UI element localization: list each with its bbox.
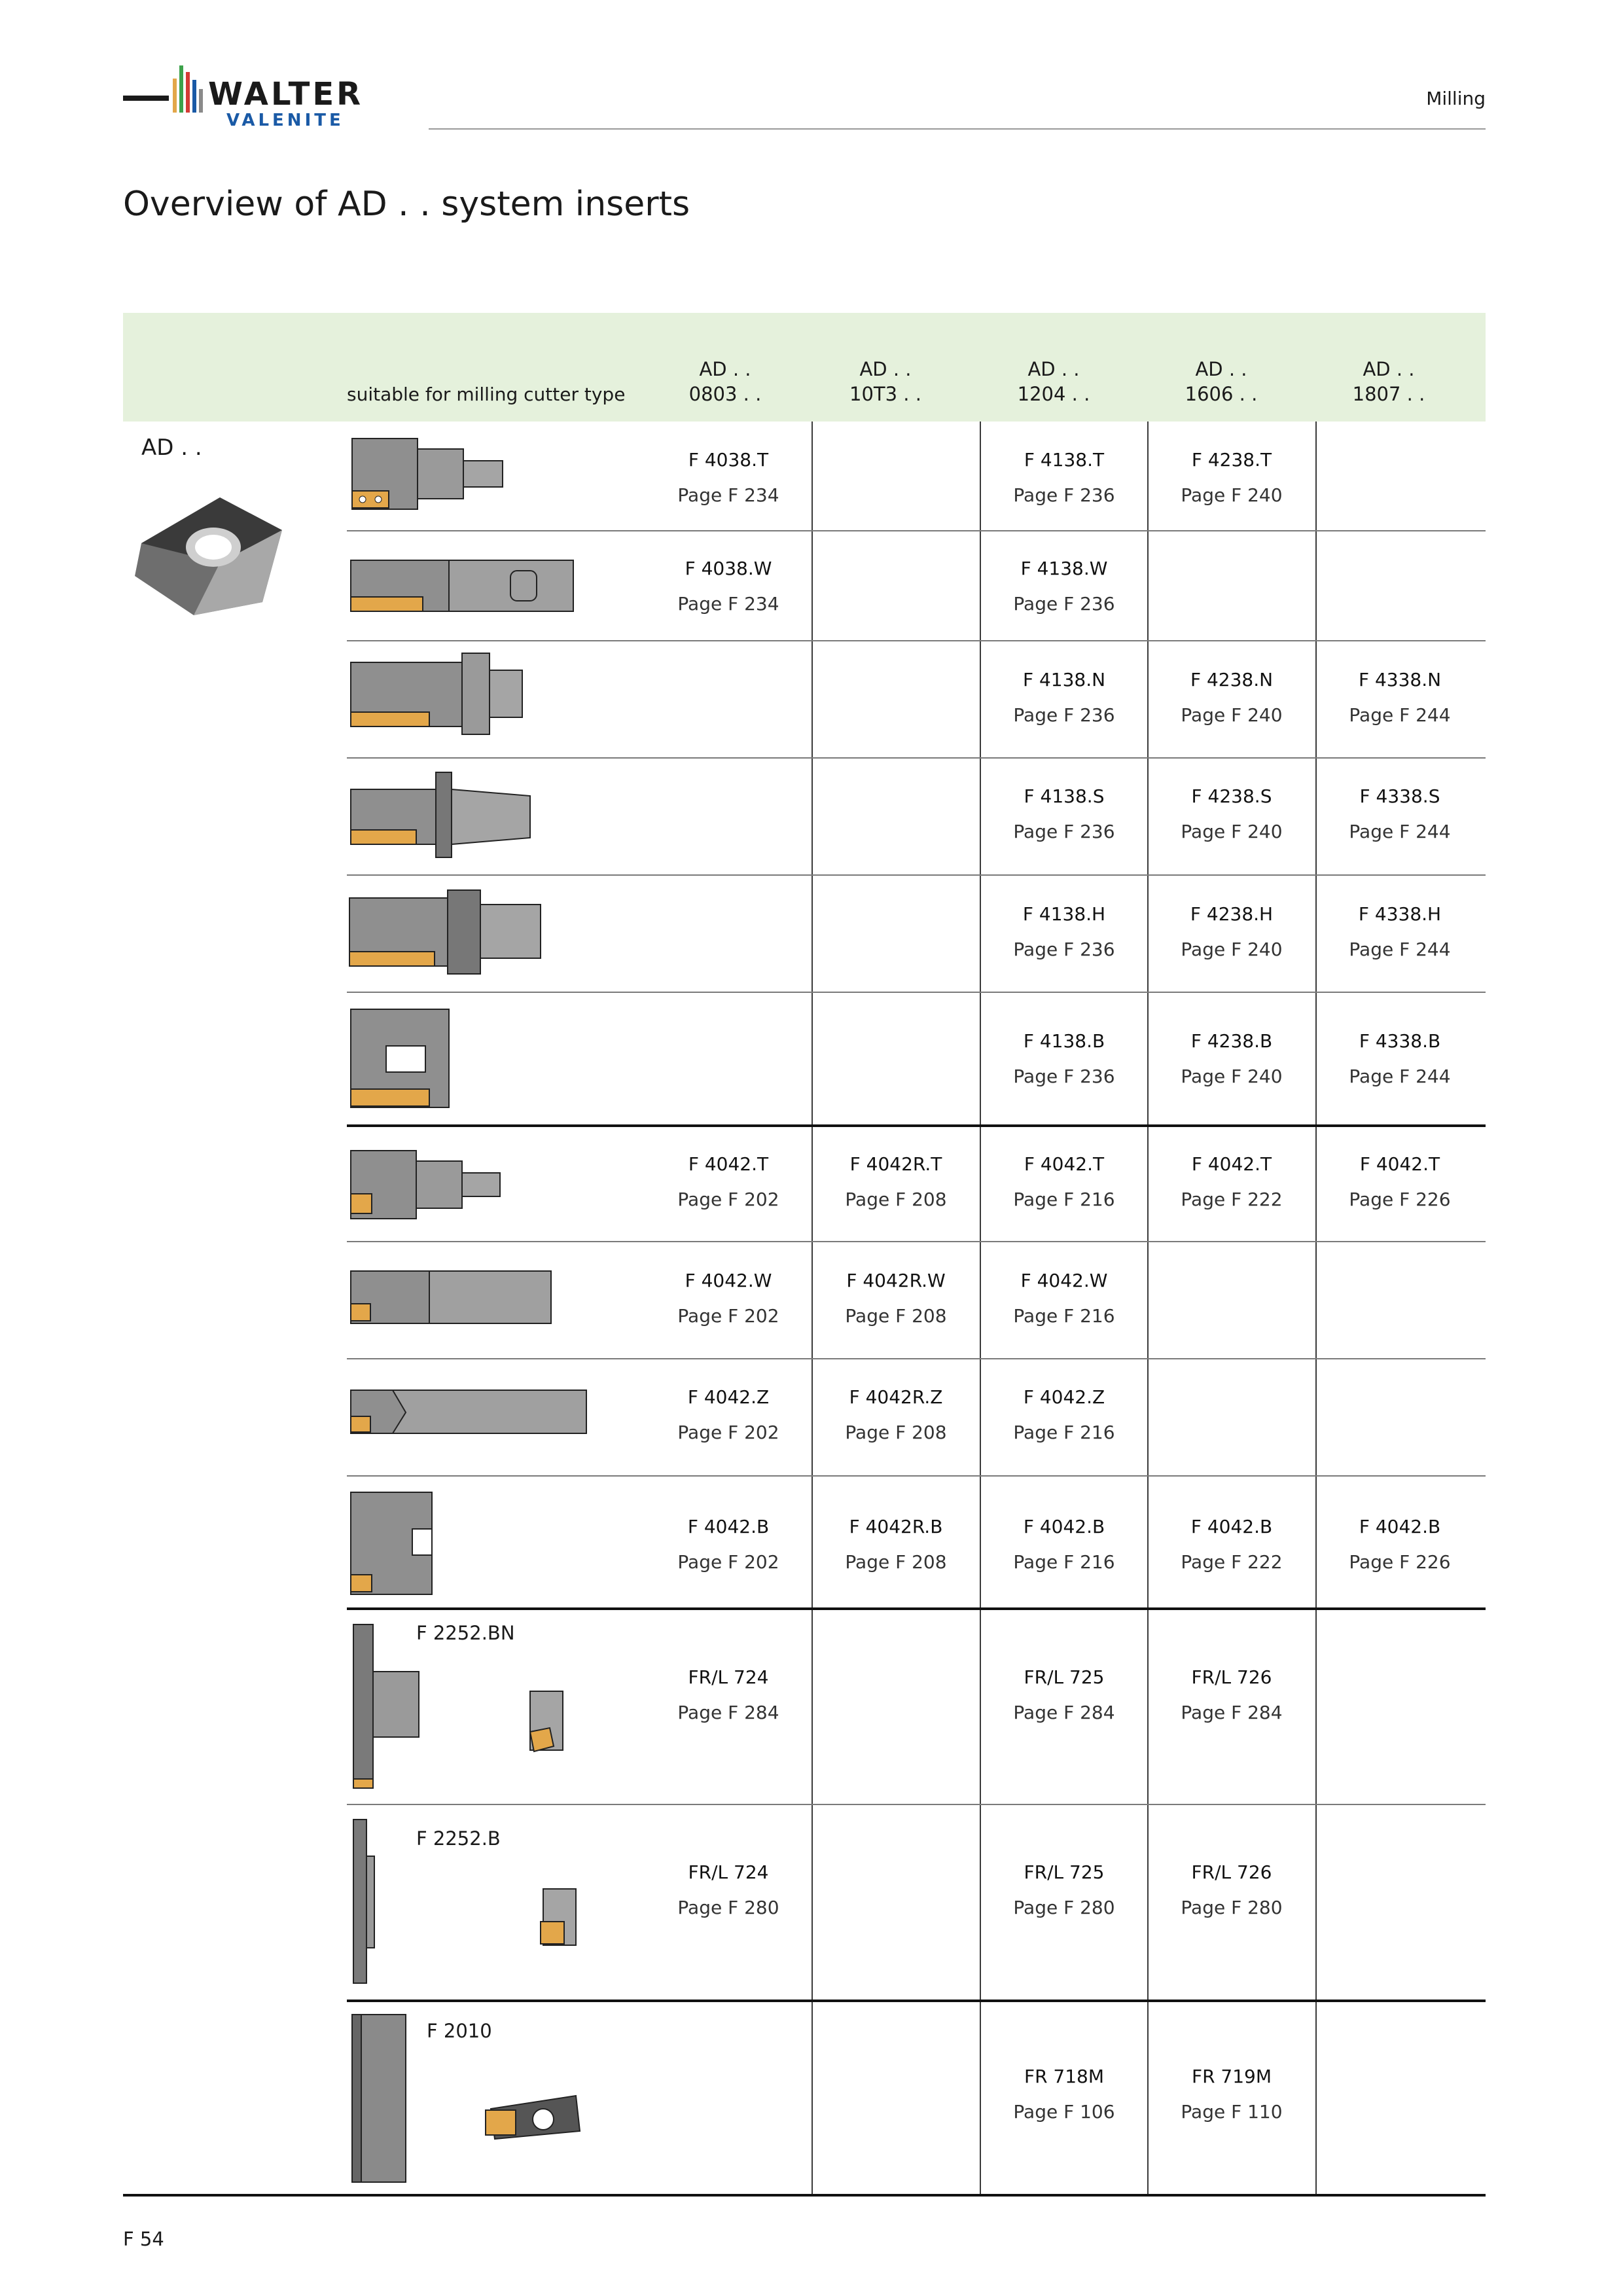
row-divider (347, 1241, 1486, 1242)
section-label: Milling (1426, 88, 1486, 109)
page-reference: Page F 244 (1349, 939, 1451, 960)
cutter-code: F 4042.W (1020, 1270, 1108, 1291)
cutter-code: F 4042.B (1359, 1516, 1441, 1537)
cutter-code: F 4042R.T (849, 1153, 942, 1175)
header-divider (429, 128, 1486, 130)
table-cell (645, 1147, 812, 1217)
cutter-code: F 4138.H (1022, 903, 1106, 925)
cutter-code: F 4338.N (1358, 669, 1442, 691)
page-reference: Page F 280 (677, 1897, 779, 1918)
table-cell (980, 1855, 1148, 1926)
cutter-code: F 4042.B (1023, 1516, 1105, 1537)
cutter-code: FR/L 725 (1024, 1666, 1105, 1688)
page-reference: Page F 216 (1013, 1551, 1115, 1573)
cutter-code: FR/L 724 (688, 1666, 769, 1688)
column-header-1807: AD . . 1807 . . (1352, 358, 1425, 405)
page-reference: Page F 236 (1013, 704, 1115, 726)
row-divider (347, 992, 1486, 993)
row-divider (347, 1475, 1486, 1477)
table-cell (1148, 1660, 1315, 1731)
table-cell (1148, 1855, 1315, 1926)
cutter-code: F 4138.N (1022, 669, 1106, 691)
table-cell (980, 1024, 1148, 1094)
table-cell (1148, 662, 1315, 733)
table-cell (980, 1263, 1148, 1334)
table-cell (1148, 897, 1315, 967)
table-cell (1316, 1147, 1484, 1217)
table-header-caption: suitable for milling cutter type (347, 384, 626, 405)
cutter-code: FR/L 724 (688, 1861, 769, 1883)
page-reference: Page F 202 (677, 1189, 779, 1210)
cutter-code: F 4042.T (1024, 1153, 1105, 1175)
row-divider (347, 874, 1486, 876)
cutter-code: F 4042.B (1190, 1516, 1273, 1537)
cutter-code: F 4138.S (1024, 785, 1105, 807)
table-cell (645, 1660, 812, 1731)
cutter-drawing-2252bn (347, 1622, 582, 1792)
table-cell (645, 1380, 812, 1450)
row-divider (347, 530, 1486, 531)
column-header-0803: AD . . 0803 . . (688, 358, 762, 405)
cutter-code: F 4138.T (1024, 449, 1105, 471)
page-reference: Page F 236 (1013, 939, 1115, 960)
insert-family-label: AD . . (141, 435, 202, 461)
cutter-code: F 4038.W (685, 558, 772, 579)
company-logo (123, 60, 398, 132)
page-reference: Page F 106 (1013, 2101, 1115, 2123)
page-reference: Page F 234 (677, 593, 779, 615)
table-cell (980, 1509, 1148, 1580)
page-reference: Page F 202 (677, 1305, 779, 1327)
cutter-drawing-4042w (347, 1268, 556, 1327)
page-reference: Page F 234 (677, 484, 779, 506)
cutter-code: F 4042.T (1359, 1153, 1440, 1175)
page-reference: Page F 202 (677, 1422, 779, 1443)
table-cell (1316, 779, 1484, 850)
page-reference: Page F 240 (1181, 821, 1283, 842)
table-bottom-rule (123, 2194, 1486, 2197)
page-reference: Page F 284 (1181, 1702, 1283, 1723)
cutter-drawing-4042b (347, 1490, 438, 1598)
cutter-drawing-4042t (347, 1148, 504, 1227)
page-reference: Page F 236 (1013, 821, 1115, 842)
cutter-code: F 4238.N (1190, 669, 1274, 691)
group-divider (347, 1124, 1486, 1127)
cutter-drawing-4138h (347, 889, 550, 975)
page-reference: Page F 208 (845, 1422, 947, 1443)
cutter-code: FR 719M (1191, 2066, 1272, 2087)
page-reference: Page F 236 (1013, 593, 1115, 615)
page-reference: Page F 244 (1349, 1066, 1451, 1087)
table-cell (812, 1147, 980, 1217)
page-reference: Page F 222 (1181, 1189, 1283, 1210)
row-divider (347, 1804, 1486, 1805)
cutter-code: FR/L 726 (1191, 1666, 1272, 1688)
table-cell (1148, 442, 1315, 513)
page-reference: Page F 216 (1013, 1422, 1115, 1443)
table-cell (645, 551, 812, 622)
page-reference: Page F 208 (845, 1189, 947, 1210)
page-reference: Page F 222 (1181, 1551, 1283, 1573)
page-reference: Page F 244 (1349, 821, 1451, 842)
cutter-drawing-4138s (347, 770, 537, 860)
cutter-label-2252b: F 2252.B (416, 1827, 501, 1850)
cutter-code: F 4238.T (1191, 449, 1272, 471)
cutter-code: FR/L 726 (1191, 1861, 1272, 1883)
table-cell (1148, 779, 1315, 850)
page-reference: Page F 240 (1181, 939, 1283, 960)
table-cell (980, 1147, 1148, 1217)
group-divider (347, 2000, 1486, 2002)
page-reference: Page F 216 (1013, 1189, 1115, 1210)
page-reference: Page F 280 (1013, 1897, 1115, 1918)
table-cell (980, 897, 1148, 967)
table-cell (980, 551, 1148, 622)
column-header-10t3: AD . . 10T3 . . (849, 358, 921, 405)
cutter-code: F 4138.B (1023, 1030, 1105, 1052)
cutter-code: F 4238.B (1190, 1030, 1273, 1052)
table-cell (812, 1263, 980, 1334)
page-reference: Page F 284 (1013, 1702, 1115, 1723)
cutter-code: F 4238.H (1190, 903, 1274, 925)
page-reference: Page F 240 (1181, 1066, 1283, 1087)
page-title: Overview of AD . . system inserts (123, 185, 690, 224)
cutter-drawing-4038w (347, 558, 576, 617)
table-cell (980, 662, 1148, 733)
page-reference: Page F 110 (1181, 2101, 1283, 2123)
table-cell (645, 1263, 812, 1334)
cutter-drawing-4042z (347, 1386, 589, 1439)
insert-photo (122, 484, 292, 622)
cutter-code: FR/L 725 (1024, 1861, 1105, 1883)
cutter-code: F 4042.T (688, 1153, 769, 1175)
page-reference: Page F 216 (1013, 1305, 1115, 1327)
cutter-code: F 4238.S (1191, 785, 1272, 807)
table-cell (812, 1380, 980, 1450)
cutter-code: F 4042R.Z (849, 1386, 943, 1408)
page-reference: Page F 208 (845, 1305, 947, 1327)
table-cell (980, 442, 1148, 513)
column-header-1204: AD . . 1204 . . (1017, 358, 1090, 405)
table-cell (1148, 1147, 1315, 1217)
cutter-drawing-4038t (347, 437, 504, 516)
cutter-drawing-4138b (347, 1007, 458, 1111)
row-divider (347, 1358, 1486, 1359)
page-reference: Page F 226 (1349, 1189, 1451, 1210)
cutter-code: F 4042.W (685, 1270, 772, 1291)
table-cell (1316, 662, 1484, 733)
table-cell (645, 1509, 812, 1580)
cutter-code: F 4042R.B (849, 1516, 943, 1537)
page-reference: Page F 284 (677, 1702, 779, 1723)
cutter-code: FR 718M (1024, 2066, 1105, 2087)
page-reference: Page F 240 (1181, 704, 1283, 726)
cutter-code: F 4338.S (1359, 785, 1440, 807)
cutter-label-2252bn: F 2252.BN (416, 1622, 515, 1644)
cutter-code: F 4042.Z (687, 1386, 770, 1408)
table-cell (980, 1660, 1148, 1731)
table-cell (980, 779, 1148, 850)
column-header-1606: AD . . 1606 . . (1185, 358, 1258, 405)
table-cell (645, 1855, 812, 1926)
logo-valenite-text: VALENITE (226, 111, 344, 130)
page-reference: Page F 202 (677, 1551, 779, 1573)
page-reference: Page F 280 (1181, 1897, 1283, 1918)
table-cell (1316, 897, 1484, 967)
page-reference: Page F 208 (845, 1551, 947, 1573)
table-cell (980, 1380, 1148, 1450)
cutter-code: F 4042.Z (1023, 1386, 1105, 1408)
cutter-code: F 4338.B (1359, 1030, 1441, 1052)
page-reference: Page F 226 (1349, 1551, 1451, 1573)
page-reference: Page F 240 (1181, 484, 1283, 506)
page-reference: Page F 236 (1013, 1066, 1115, 1087)
table-cell (1148, 1024, 1315, 1094)
cutter-code: F 4038.T (688, 449, 769, 471)
table-cell (1148, 2059, 1315, 2130)
cutter-code: F 4042.T (1191, 1153, 1272, 1175)
group-divider (347, 1607, 1486, 1610)
table-cell (812, 1509, 980, 1580)
cutter-code: F 4042R.W (846, 1270, 946, 1291)
table-cell (1316, 1509, 1484, 1580)
table-cell (645, 442, 812, 513)
cutter-code: F 4138.W (1020, 558, 1108, 579)
cutter-code: F 4042.B (687, 1516, 770, 1537)
cutter-code: F 4338.H (1358, 903, 1442, 925)
table-cell (1316, 1024, 1484, 1094)
cutter-label-2010: F 2010 (427, 2020, 492, 2042)
table-cell (1148, 1509, 1315, 1580)
table-cell (980, 2059, 1148, 2130)
logo-walter-text: WALTER (208, 76, 364, 113)
cutter-drawing-4138n (347, 652, 537, 736)
page-reference: Page F 244 (1349, 704, 1451, 726)
page-reference: Page F 236 (1013, 484, 1115, 506)
row-divider (347, 640, 1486, 641)
row-divider (347, 757, 1486, 759)
page-number: F 54 (123, 2228, 164, 2250)
